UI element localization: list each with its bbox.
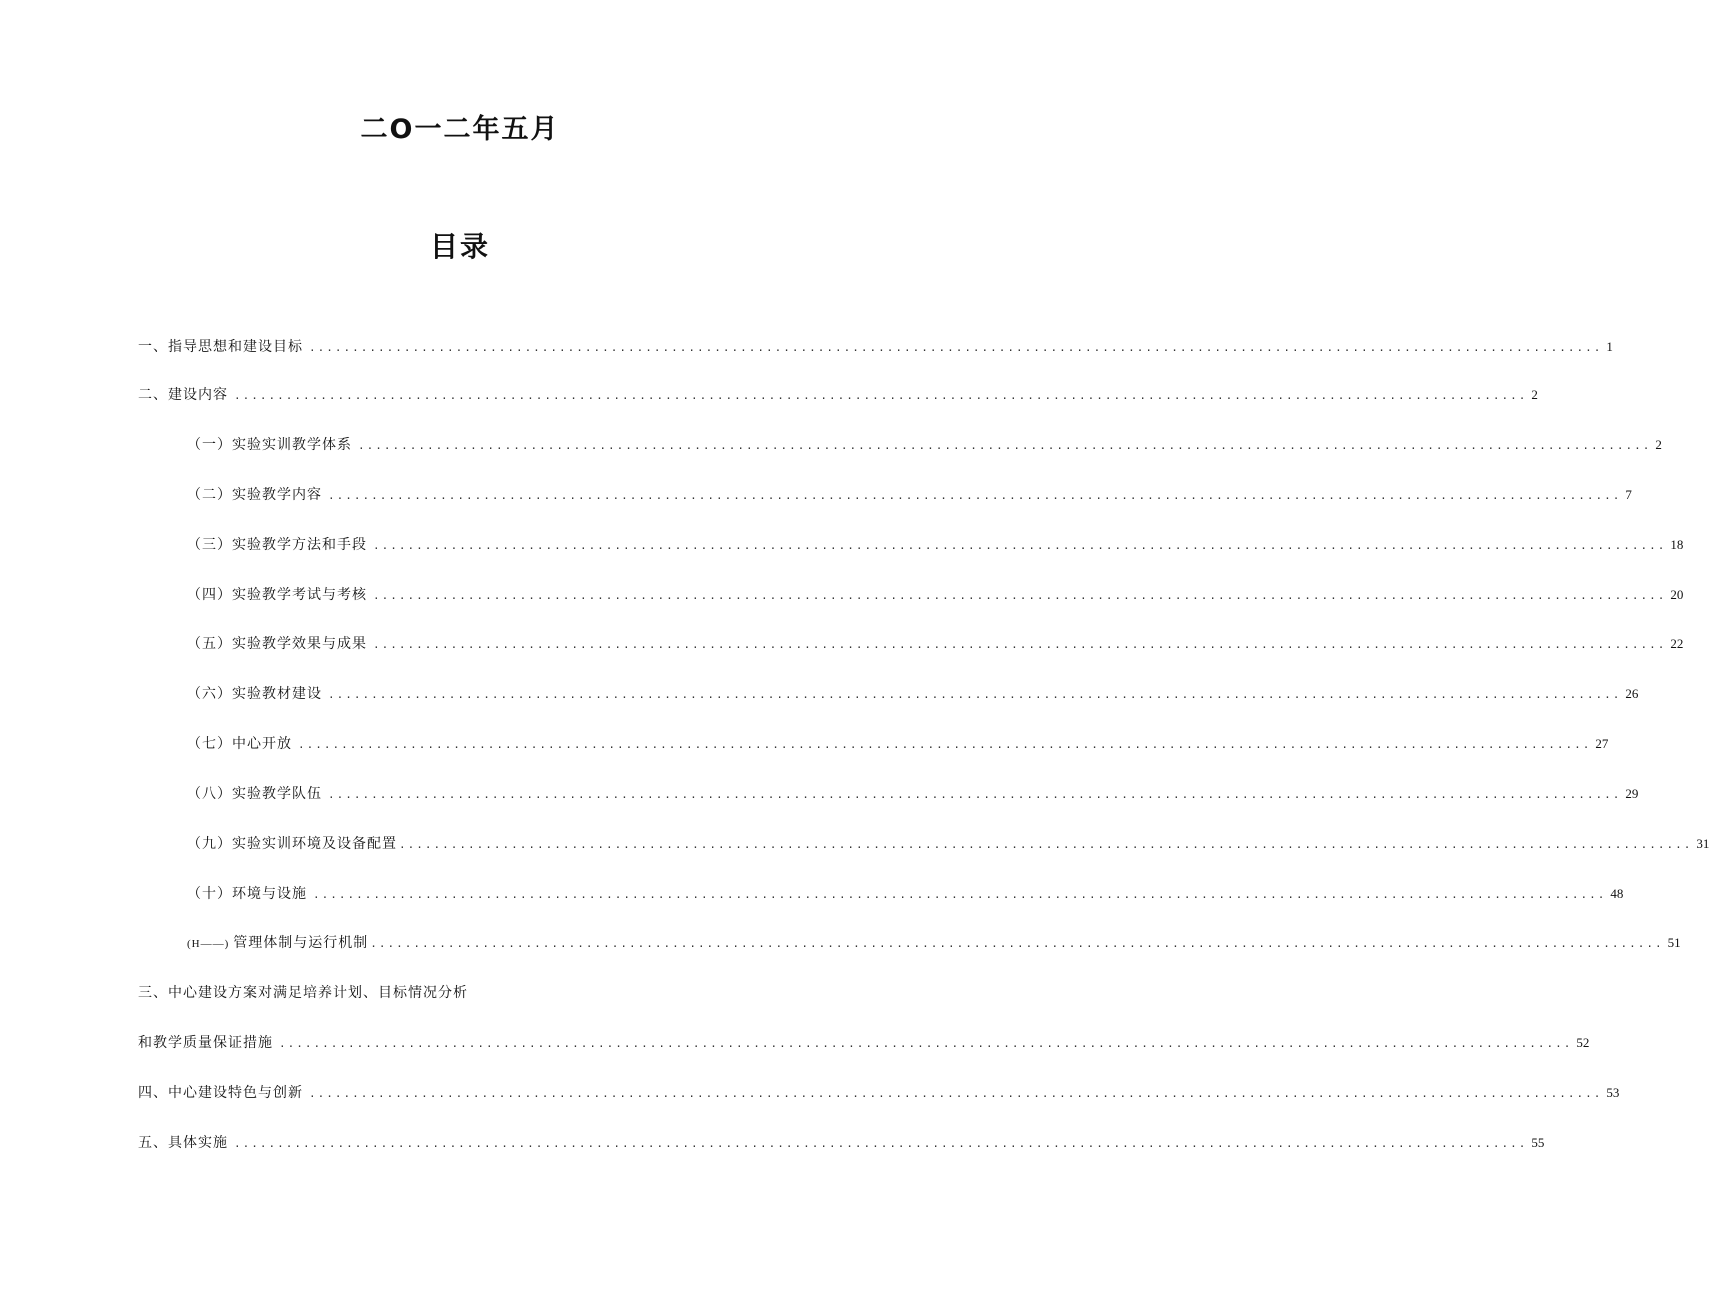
toc-entry-label: （九）实验实训环境及设备配置 (187, 836, 397, 852)
dot-leader: ...................................................................................................................................................... (313, 888, 1607, 901)
toc-entry[interactable] (138, 335, 1613, 359)
toc-entry-page: 18 (1670, 537, 1684, 552)
dot-leader: ...................................................................................................................................................... (234, 1137, 1528, 1150)
toc-entry[interactable] (138, 1031, 1590, 1055)
toc-entry-page: 55 (1531, 1135, 1545, 1150)
dot-leader: ...................................................................................................................................................... (358, 439, 1652, 452)
toc-subentry[interactable] (187, 632, 1684, 656)
toc-entry-label: （七）中心开放 (187, 736, 292, 752)
toc-entry-label: （五）实验教学效果与成果 (187, 636, 367, 652)
dot-leader: ...................................................................................................................................................... (399, 838, 1693, 851)
toc-entry-page: 22 (1670, 636, 1684, 651)
toc-subentry[interactable] (187, 483, 1632, 507)
toc-subentry[interactable] (187, 433, 1662, 457)
toc-entry-page: 1 (1606, 339, 1613, 354)
toc-entry-label: 管理体制与运行机制 (233, 935, 369, 951)
toc-entry[interactable] (138, 1131, 1545, 1155)
toc-entry-page: 27 (1595, 736, 1609, 751)
toc-entry[interactable] (138, 383, 1538, 407)
toc-entry-label: （六）实验教材建设 (187, 686, 322, 702)
toc-entry-page: 20 (1670, 587, 1684, 602)
toc-entry-label: 五、具体实施 (138, 1135, 228, 1151)
toc-entry[interactable] (138, 1081, 1620, 1105)
toc-entry-label: 二、建设内容 (138, 387, 228, 403)
toc-entry-page: 31 (1696, 836, 1709, 851)
toc-entry-prefix: (H——) (187, 938, 230, 950)
toc-entry-label: （四）实验教学考试与考核 (187, 587, 367, 603)
dot-leader: ...................................................................................................................................................... (370, 937, 1664, 950)
toc-subentry[interactable] (187, 782, 1639, 806)
dot-leader: ...................................................................................................................................................... (373, 589, 1667, 602)
toc-entry-page: 51 (1667, 935, 1681, 950)
toc-entry-page: 48 (1610, 886, 1624, 901)
dot-leader: ...................................................................................................................................................... (328, 788, 1622, 801)
dot-leader: ...................................................................................................................................................... (309, 341, 1603, 354)
toc-entry-page: 29 (1625, 786, 1639, 801)
document-date: 二O一二年五月 (360, 114, 560, 145)
toc-entry-page: 2 (1655, 437, 1662, 452)
toc-entry-label: （三）实验教学方法和手段 (187, 537, 367, 553)
dot-leader: ...................................................................................................................................................... (279, 1037, 1573, 1050)
toc-subentry[interactable] (187, 931, 1681, 955)
toc-entry-label: 和教学质量保证措施 (138, 1035, 273, 1051)
dot-leader: ...................................................................................................................................................... (234, 389, 1528, 402)
toc-subentry[interactable] (187, 882, 1624, 906)
toc-entry-page: 26 (1625, 686, 1639, 701)
toc-subentry[interactable] (187, 732, 1609, 756)
dot-leader: ...................................................................................................................................................... (328, 688, 1622, 701)
toc-subentry[interactable] (187, 832, 1709, 856)
dot-leader: ...................................................................................................................................................... (373, 638, 1667, 651)
toc-entry-page: 52 (1576, 1035, 1590, 1050)
toc-entry-page: 53 (1606, 1085, 1620, 1100)
toc-entry-label: （二）实验教学内容 (187, 487, 322, 503)
toc-subentry[interactable] (187, 533, 1684, 557)
toc-entry-label: 四、中心建设特色与创新 (138, 1085, 303, 1101)
dot-leader: ...................................................................................................................................................... (373, 539, 1667, 552)
toc-entry-label: （一）实验实训教学体系 (187, 437, 352, 453)
toc-entry-page: 2 (1531, 387, 1538, 402)
toc-subentry[interactable] (187, 682, 1639, 706)
dot-leader: ...................................................................................................................................................... (298, 738, 1592, 751)
dot-leader: ...................................................................................................................................................... (309, 1087, 1603, 1100)
toc-entry-page: 7 (1625, 487, 1632, 502)
toc-entry-heading-line[interactable]: 三、中心建设方案对满足培养计划、目标情况分析 (138, 985, 468, 1001)
toc-subentry[interactable] (187, 583, 1684, 607)
toc-entry-label: （十）环境与设施 (187, 886, 307, 902)
toc-title: 目录 (429, 230, 490, 263)
toc-entry-label: （八）实验教学队伍 (187, 786, 322, 802)
dot-leader: ...................................................................................................................................................... (328, 489, 1622, 502)
toc-entry-label: 一、指导思想和建设目标 (138, 339, 303, 355)
